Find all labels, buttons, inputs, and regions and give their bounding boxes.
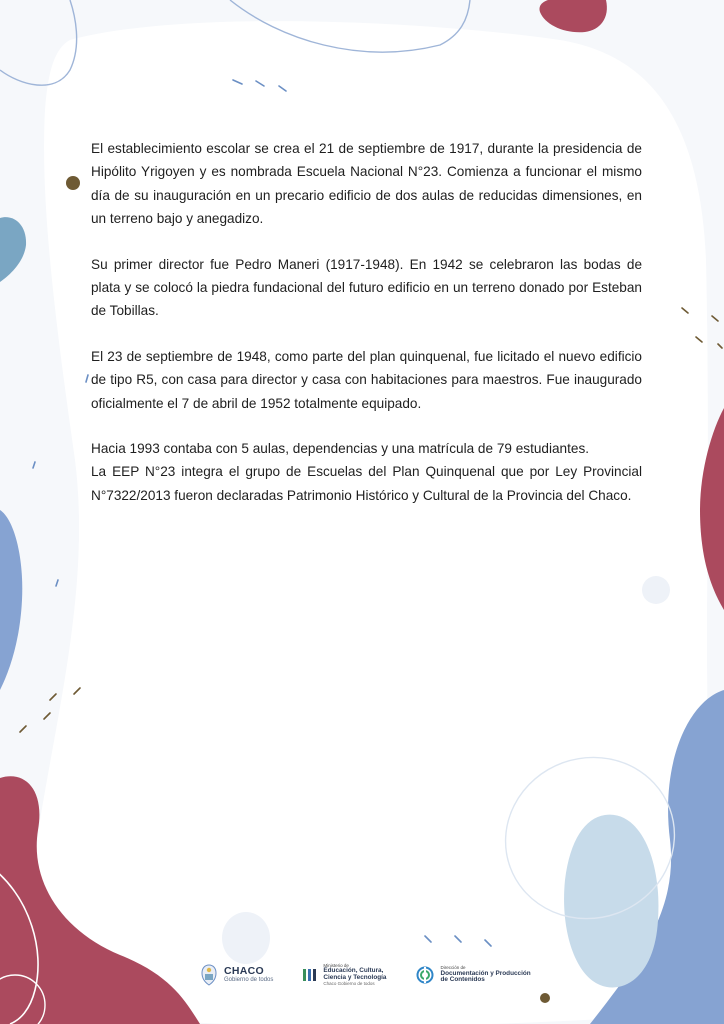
documentation-logo bbox=[416, 966, 530, 984]
blue-blob-left bbox=[0, 510, 22, 690]
chaco-logo-tagline: Gobierno de todos bbox=[224, 977, 274, 984]
olive-dot-bottom bbox=[540, 993, 550, 1003]
footer-logos bbox=[200, 962, 531, 988]
paragraph-founding: El establecimiento escolar se crea el 21 de septiembre de 1917, durante la presidencia de Hipólito Yrigoyen y es nombrada Escuela Nacional N°23. Comienza a funcionar el mismo día de su inauguración en un precario edificio de dos aulas de reducidas dimensiones, en un terreno bajo y anegadizo. bbox=[91, 141, 642, 227]
olive-dot bbox=[66, 176, 80, 190]
chaco-shield-icon bbox=[200, 964, 218, 986]
documentation-ring-icon bbox=[416, 966, 434, 984]
chaco-logo-name: CHACO bbox=[224, 965, 264, 978]
documentation-logo-line1: Documentación y Producción bbox=[440, 969, 531, 977]
document-body bbox=[91, 137, 642, 529]
ministry-logo-line2: Ciencia y Tecnología bbox=[323, 974, 387, 981]
paragraph-new-building: El 23 de septiembre de 1948, como parte del plan quinquenal, fue licitado el nuevo edificio de tipo R5, con casa para director y casa con habitaciones para maestros. Fue inaugurado oficialmente el 7 de abril de 1952 totalmente equipado. bbox=[91, 348, 642, 411]
faint-ellipse-center bbox=[222, 912, 270, 964]
ministry-logo-sub: Chaco Gobierno de todos bbox=[323, 980, 375, 986]
paragraph-heritage: La EEP N°23 integra el grupo de Escuelas del Plan Quinquenal que por Ley Provincial N°7322/2013 fueron declaradas Patrimonio Histórico y Cultural de la Provincia del Chaco. bbox=[91, 464, 642, 503]
ministry-logo-small: Ministerio de bbox=[323, 962, 349, 968]
documentation-logo-small: Dirección de bbox=[440, 964, 466, 970]
chaco-logo bbox=[200, 964, 273, 986]
crimson-blob-top bbox=[539, 0, 606, 32]
paragraph-1993: Hacia 1993 contaba con 5 aulas, dependencias y una matrícula de 79 estudiantes. bbox=[91, 441, 590, 457]
documentation-logo-line2: de Contenidos bbox=[440, 976, 485, 984]
light-blue-blob-bottom-right bbox=[564, 815, 658, 988]
left-light-blue-blob bbox=[0, 217, 26, 282]
paragraph-first-director: Su primer director fue Pedro Maneri (1917-1948). En 1942 se celebraron las bodas de plata y se colocó la piedra fundacional del futuro edificio en un terreno donado por Esteban de Tobillas. bbox=[91, 256, 642, 319]
faint-circle-right bbox=[642, 576, 670, 604]
ministry-bars-icon bbox=[303, 967, 317, 983]
ministry-logo-line1: Educación, Cultura, bbox=[323, 967, 384, 975]
ministry-logo bbox=[303, 964, 386, 987]
